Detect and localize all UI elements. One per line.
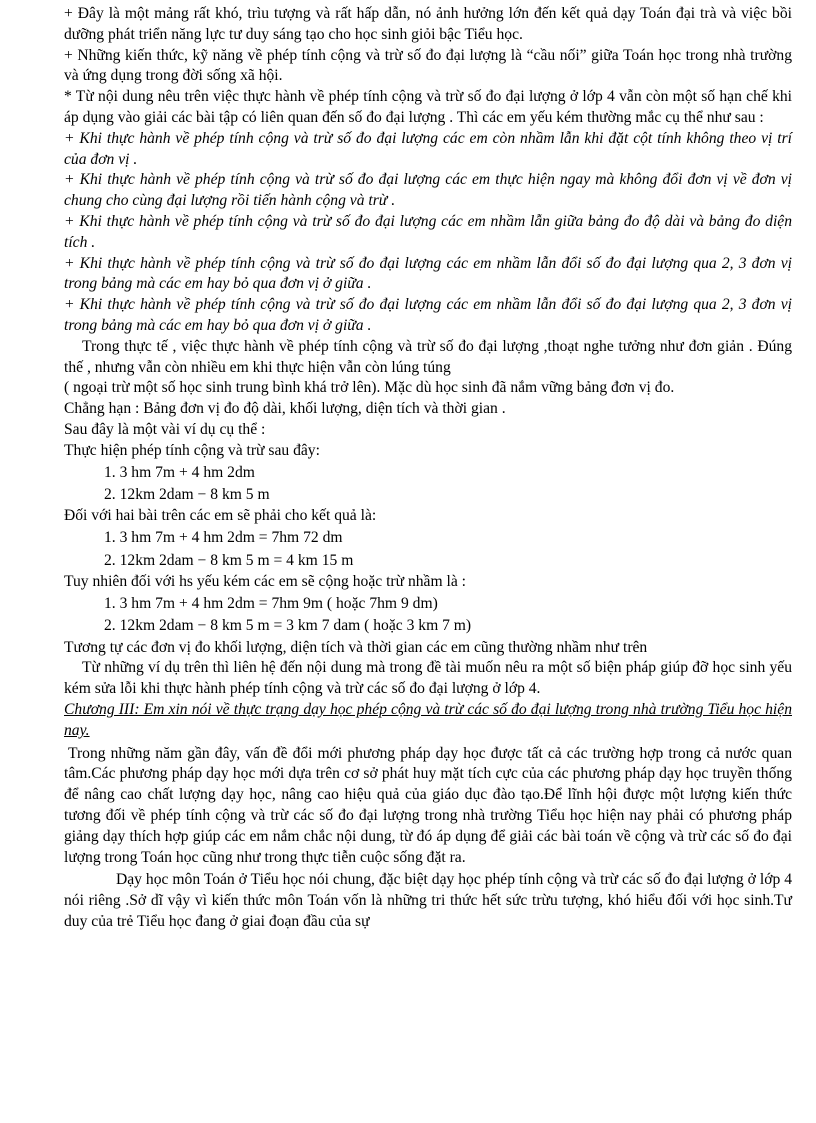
chapter-heading: Chương III: Em xin nói về thực trạng dạy học phép cộng và trừ các số đo đại lượng trong nhà trường Tiểu học hiện nay. xyxy=(64,700,792,739)
paragraph-reality-cont: ( ngoại trừ một số học sinh trung bình khá trở lên). Mặc dù học sinh đã nắm vững bảng đơn vị đo. xyxy=(64,379,675,397)
error-item: + Khi thực hành về phép tính cộng và trừ số đo đại lượng các em thực hiện ngay mà không đổi đơn vị về đơn vị chung cho cùng đại lượng rồi tiến hành cộng và trừ . xyxy=(64,171,792,210)
paragraph-reality: Trong thực tế , việc thực hành về phép tính cộng và trừ số đo đại lượng ,thoạt nghe tưởng như đơn giản . Đúng thế , nhưng vẫn còn nhiều em khi thực hiện vẫn còn lúng túng xyxy=(64,337,792,376)
correct-result-item: 2. 12km 2dam − 8 km 5 m = 4 km 15 m xyxy=(104,551,354,569)
document-page xyxy=(64,4,792,933)
chapter-paragraph: Trong những năm gần đây, vấn đề đổi mới phương pháp dạy học được tất cả các trường hợp trong cả nước quan tâm.Các phương pháp dạy học mới dựa trên cơ sở phát huy mặt tích cực của các phương pháp dạy học truyền thống để nâng cao chất lượng dạy học, nâng cao hiệu quả của giáo dục đào tạo.Để lĩnh hội được một lượng kiến thức tương đối về phép tính cộng và trừ các số đo đại lượng trong nhà trường Tiểu học hiện nay phải có phương pháp giảng dạy thích hợp giúp các em nắm chắc nội dung, từ đó áp dụng để giải các bài toán về cộng và trừ các số đo đại lượng trong Toán học cũng như trong thực tiễn cuộc sống đặt ra. xyxy=(64,744,792,866)
correct-result-item: 1. 3 hm 7m + 4 hm 2dm = 7hm 72 dm xyxy=(104,529,343,547)
paragraph-purpose: Từ những ví dụ trên thì liên hệ đến nội dung mà trong đề tài muốn nêu ra một số biện pháp giúp đỡ học sinh yếu kém sửa lỗi khi thực hành phép tính cộng và trừ các số đo đại lượng ở lớp 4. xyxy=(64,659,792,698)
error-item: + Khi thực hành về phép tính cộng và trừ số đo đại lượng các em còn nhầm lẫn khi đặt cột tính không theo vị trí của đơn vị . xyxy=(64,129,792,168)
correct-result-intro: Đối với hai bài trên các em sẽ phải cho kết quả là: xyxy=(64,507,377,525)
wrong-result-item: 1. 3 hm 7m + 4 hm 2dm = 7hm 9m ( hoặc 7hm 9 dm) xyxy=(104,594,438,612)
error-item: + Khi thực hành về phép tính cộng và trừ số đo đại lượng các em nhầm lẫn đổi số đo đại lượng qua 2, 3 đơn vị trong bảng mà các em hay bỏ qua đơn vị ở giữa . xyxy=(64,296,792,334)
paragraph-bridge: + Những kiến thức, kỹ năng về phép tính cộng và trừ số đo đại lượng là “cầu nối” giữa Toán học trong nhà trường và ứng dụng trong đời sống xã hội. xyxy=(64,46,792,85)
example-intro-line: Chẳng hạn : Bảng đơn vị đo độ dài, khối lượng, diện tích và thời gian . xyxy=(64,400,506,418)
wrong-result-intro: Tuy nhiên đối với hs yếu kém các em sẽ cộng hoặc trừ nhầm là : xyxy=(64,572,466,590)
error-item: + Khi thực hành về phép tính cộng và trừ số đo đại lượng các em nhầm lẫn giữa bảng đo độ dài và bảng đo diện tích . xyxy=(64,212,792,251)
paragraph-difficulty: + Đây là một mảng rất khó, trìu tượng và rất hấp dẫn, nó ảnh hưởng lớn đến kết quả dạy Toán đại trà và việc bồi dưỡng phát triển năng lực tư duy sáng tạo cho học sinh giỏi bậc Tiểu học. xyxy=(64,5,792,43)
example-intro-line: Thực hiện phép tính cộng và trừ sau đây: xyxy=(64,441,320,459)
paragraph-similar: Tương tự các đơn vị đo khối lượng, diện tích và thời gian các em cũng thường nhầm như trên xyxy=(64,638,648,656)
wrong-result-item: 2. 12km 2dam − 8 km 5 m = 3 km 7 dam ( hoặc 3 km 7 m) xyxy=(104,617,472,635)
error-item: + Khi thực hành về phép tính cộng và trừ số đo đại lượng các em nhầm lẫn đổi số đo đại lượng qua 2, 3 đơn vị trong bảng mà các em hay bỏ qua đơn vị ở giữa . xyxy=(64,254,792,293)
chapter-paragraph: Dạy học môn Toán ở Tiểu học nói chung, đặc biệt dạy học phép tính cộng và trừ các số đo đại lượng ở lớp 4 nói riêng .Sở dĩ vậy vì kiến thức môn Toán vốn là những tri thức hết sức trừu tượng, khó hiểu đối với học sinh.Tư duy của trẻ Tiểu học đang ở giai đoạn đầu của sự xyxy=(64,871,792,930)
paragraph-limitations: * Từ nội dung nêu trên việc thực hành về phép tính cộng và trừ số đo đại lượng ở lớp 4 vẫn còn một số hạn chế khi áp dụng vào giải các bài tập có liên quan đến số đo đại lượng . Thì các em yếu kém thường mắc cụ thể như sau : xyxy=(64,88,792,126)
example-item: 1. 3 hm 7m + 4 hm 2dm xyxy=(104,463,255,481)
example-item: 2. 12km 2dam − 8 km 5 m xyxy=(104,485,270,503)
example-intro-line: Sau đây là một vài ví dụ cụ thể : xyxy=(64,420,266,438)
